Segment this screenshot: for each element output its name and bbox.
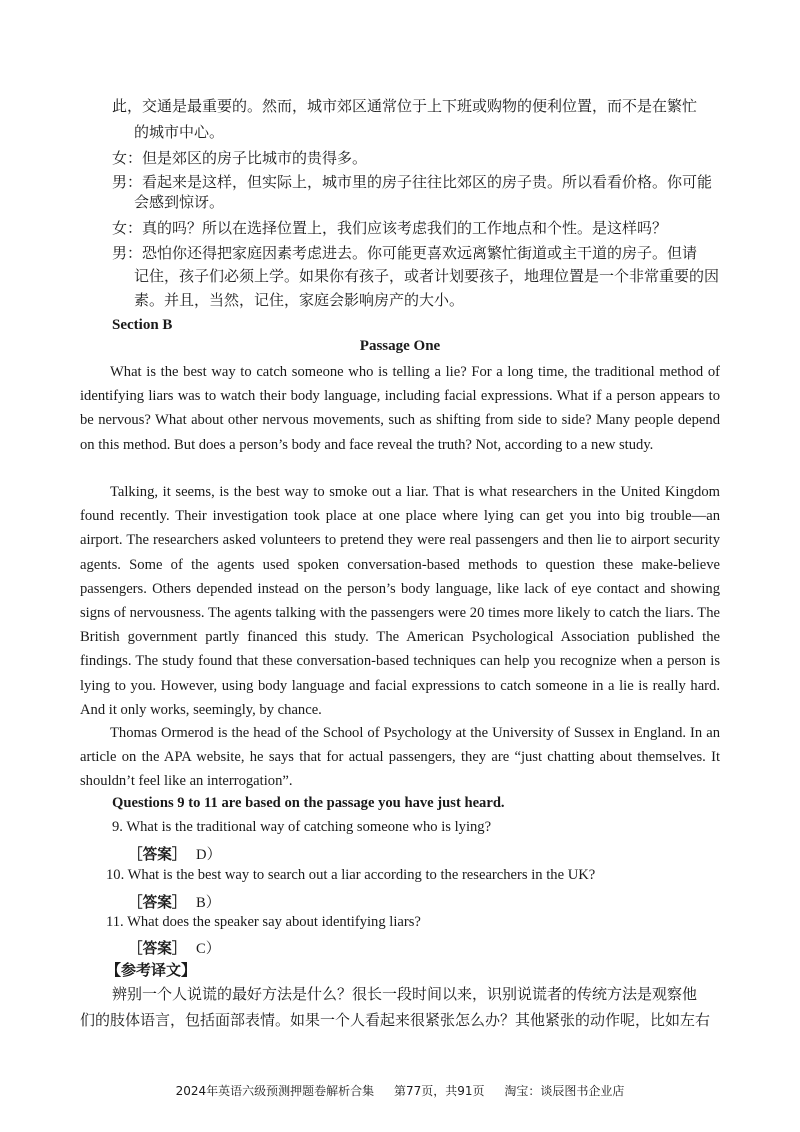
passage-title: Passage One [359, 338, 441, 354]
dialogue-line: 素。并且，当然，记住，家庭会影响房产的大小。 [134, 291, 465, 309]
dialogue-line: 男：恐怕你还得把家庭因素考虑进去。你可能更喜欢远离繁忙街道或主干道的房子。但请 [112, 244, 698, 262]
page-footer [0, 1082, 800, 1099]
answer-label: ［答案］ [128, 847, 187, 863]
dialogue-line: 女：但是郊区的房子比城市的贵得多。 [112, 149, 368, 167]
answer-value: B） [196, 895, 221, 911]
answer-row [128, 937, 220, 958]
dialogue-line: 记住，孩子们必须上学。如果你有孩子，或者计划要孩子，地理位置是一个非常重要的因 [134, 267, 720, 285]
translation-line: 辨别一个人说谎的最好方法是什么？很长一段时间以来，识别说谎者的传统方法是观察他 [112, 985, 698, 1003]
answer-row [128, 843, 221, 864]
question-text: 10. What is the best way to search out a liar according to the researchers in the UK? [106, 867, 596, 883]
dialogue-line: 男：看起来是这样，但实际上，城市里的房子往往比郊区的房子贵。所以看看价格。你可能 [112, 173, 713, 191]
answer-row [128, 891, 220, 912]
passage-paragraph: What is the best way to catch someone who is telling a lie? For a long time, the traditional method of identifying liars was to watch their body language, including facial expressions. What if a person appears to be nervous? What about other nervous movements, such as shifting from side to side? Many people depend on this method. But does a person’s body and face reveal the truth? Not, according to a new study. [80, 364, 720, 453]
passage-paragraph: Thomas Ormerod is the head of the School of Psychology at the University of Sussex in England. In an article on the APA website, he says that for actual passengers, they are “just chatting about themselves. It shouldn’t feel like an interrogation”. [80, 725, 720, 790]
translation-heading: 【参考译文】 [106, 961, 197, 979]
question-text: 11. What does the speaker say about identifying liars? [106, 914, 421, 930]
passage-paragraph: Talking, it seems, is the best way to smoke out a liar. That is what researchers in the United Kingdom found recently. Their investigation took place at one place where lying can get you into big trouble—an airport. The researchers asked volunteers to pretend they were real passengers and then lie to airport security agents. Some of the agents used spoken conversation-based methods to question these make-believe passengers. Others depended instead on the person’s body language, like lack of eye contact and showing signs of nervousness. The agents talking with the passengers were 20 times more likely to catch the liars. The British government partly financed this study. The American Psychological Association published the findings. The study found that these conversation-based techniques can help you recognize when a person is lying to you. However, using body language and facial expressions to catch someone in a lie is really hard. And it only works, seemingly, by chance. [80, 484, 720, 718]
section-label: Section B [112, 317, 173, 333]
dialogue-line: 会感到惊讶。 [134, 193, 225, 211]
answer-label: ［答案］ [128, 895, 187, 911]
translation-line: 们的肢体语言，包括面部表情。如果一个人看起来很紧张怎么办？其他紧张的动作呢，比如左右 [80, 1011, 711, 1029]
questions-heading: Questions 9 to 11 are based on the passage you have just heard. [112, 795, 505, 811]
dialogue-line: 此，交通是最重要的。然而，城市郊区通常位于上下班或购物的便利位置，而不是在繁忙 [112, 97, 698, 115]
answer-value: C） [196, 941, 221, 957]
dialogue-line: 的城市中心。 [134, 123, 225, 141]
question-text: 9. What is the traditional way of catching someone who is lying? [112, 819, 492, 835]
dialogue-line: 女：真的吗？所以在选择位置上，我们应该考虑我们的工作地点和个性。是这样吗？ [112, 219, 668, 237]
footer-page-number: 第77页，共91页 [393, 1084, 485, 1098]
footer-shop: 淘宝：谈辰图书企业店 [504, 1084, 625, 1098]
answer-value: D） [196, 847, 222, 863]
answer-label: ［答案］ [128, 941, 187, 957]
footer-title: 2024年英语六级预测押题卷解析合集 [175, 1084, 375, 1098]
